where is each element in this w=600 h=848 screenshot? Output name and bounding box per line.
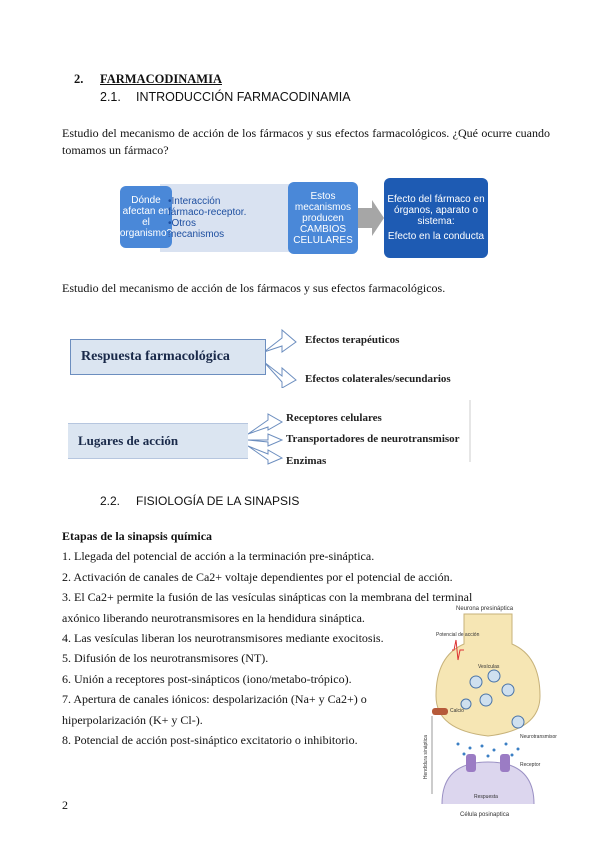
section-title: FARMACODINAMIA	[100, 72, 222, 86]
stage-item: 3. El Ca2+ permite la fusión de las vesículas sinápticas con la membrana del terminal	[62, 590, 473, 605]
fig-respuesta-label: Respuesta	[474, 794, 498, 800]
fig-potencial-label: Potencial de acción	[436, 632, 480, 638]
arrow-middle	[248, 434, 282, 446]
subsection2-title: FISIOLOGÍA DE LA SINAPSIS	[136, 494, 300, 508]
section-heading	[74, 72, 222, 87]
stage-item: 2. Activación de canales de Ca2+ voltaje dependientes por el potencial de acción.	[62, 569, 453, 584]
intro-paragraph: Estudio del mecanismo de acción de los fármacos y sus efectos farmacológicos. ¿Qué ocurre cuando tomamos un fármaco?	[62, 126, 550, 157]
flow-bullet-2: •Otros mecanismos	[168, 218, 225, 240]
outcome-terapeuticos: Efectos terapéuticos	[305, 334, 400, 346]
stage-item: 4. Las vesículas liberan los neurotransmisores mediante exocitosis.	[62, 631, 384, 646]
subsection2-heading	[100, 494, 299, 508]
page-number: 2	[62, 798, 68, 812]
flow-bullets	[168, 196, 250, 240]
lugar-transportadores: Transportadores de neurotransmisor	[286, 433, 460, 445]
stage-item: 7. Apertura de canales iónicos: despolarización (Na+ y Ca2+) o	[62, 692, 367, 707]
fig-bottom-label: Célula posinaptica	[460, 812, 510, 818]
paragraph-2: Estudio del mecanismo de acción de los fármacos y sus efectos farmacológicos.	[62, 281, 446, 295]
outcome-colaterales: Efectos colaterales/secundarios	[305, 373, 451, 385]
lugares-box: Lugares de acción	[68, 424, 248, 458]
subsection1-number: 2.1.	[100, 90, 121, 104]
fig-top-label: Neurona presináptica	[456, 606, 514, 612]
fig-hendidura-label: Hendidura sináptica	[423, 734, 430, 780]
stage-item: 6. Unión a receptores post-sinápticos (iono/metabo-trópico).	[62, 671, 352, 686]
fig-receptor-label: Receptor	[520, 762, 541, 768]
fig-calcio-label: Calcio	[450, 708, 464, 714]
respuesta-arrows	[260, 328, 300, 388]
section-number: 2.	[74, 72, 84, 86]
stage-item: axónico liberando neurotransmisores en la hendidura sináptica.	[62, 610, 365, 625]
lugar-enzimas: Enzimas	[286, 455, 327, 467]
arrow-down	[248, 446, 282, 464]
flow-box-3	[384, 178, 488, 258]
stage-item: 1. Llegada del potencial de acción a la terminación pre-sináptica.	[62, 549, 375, 564]
flow-bullet-1: •Interacción fármaco-receptor.	[168, 196, 247, 218]
fig-neurotransmisor-label: Neurotransmisor	[520, 734, 557, 740]
subsection1-title: INTRODUCCIÓN FARMACODINAMIA	[136, 90, 351, 104]
stages-title: Etapas de la sinapsis química	[62, 529, 213, 543]
subsection1-heading	[100, 90, 351, 104]
fig-vesiculas-label: Vesículas	[478, 664, 500, 670]
flow-arrow-2	[358, 200, 384, 236]
arrow-down	[264, 362, 296, 388]
subsection2-number: 2.2.	[100, 494, 121, 508]
flow-box-3-line2: Efecto en la conducta	[387, 231, 485, 242]
stage-item: 5. Difusión de los neurotransmisores (NT).	[62, 651, 269, 666]
arrow-up	[264, 330, 296, 352]
flow-box-3-line1: Efecto del fármaco en órganos, aparato o sistema:	[387, 194, 485, 227]
synapse-figure	[423, 604, 557, 824]
arrow-up	[248, 414, 282, 434]
stage-item: 8. Potencial de acción post-sináptico excitatorio o inhibitorio.	[62, 733, 358, 748]
stage-item: hiperpolarización (K+ y Cl-).	[62, 712, 203, 727]
flow-box-2: Estos mecanismos producen CAMBIOS CELULARES	[288, 182, 358, 254]
respuesta-box: Respuesta farmacológica	[70, 339, 266, 375]
lugar-receptores: Receptores celulares	[286, 412, 382, 424]
flow-box-1: Dónde afectan en el organismo?	[120, 186, 172, 248]
